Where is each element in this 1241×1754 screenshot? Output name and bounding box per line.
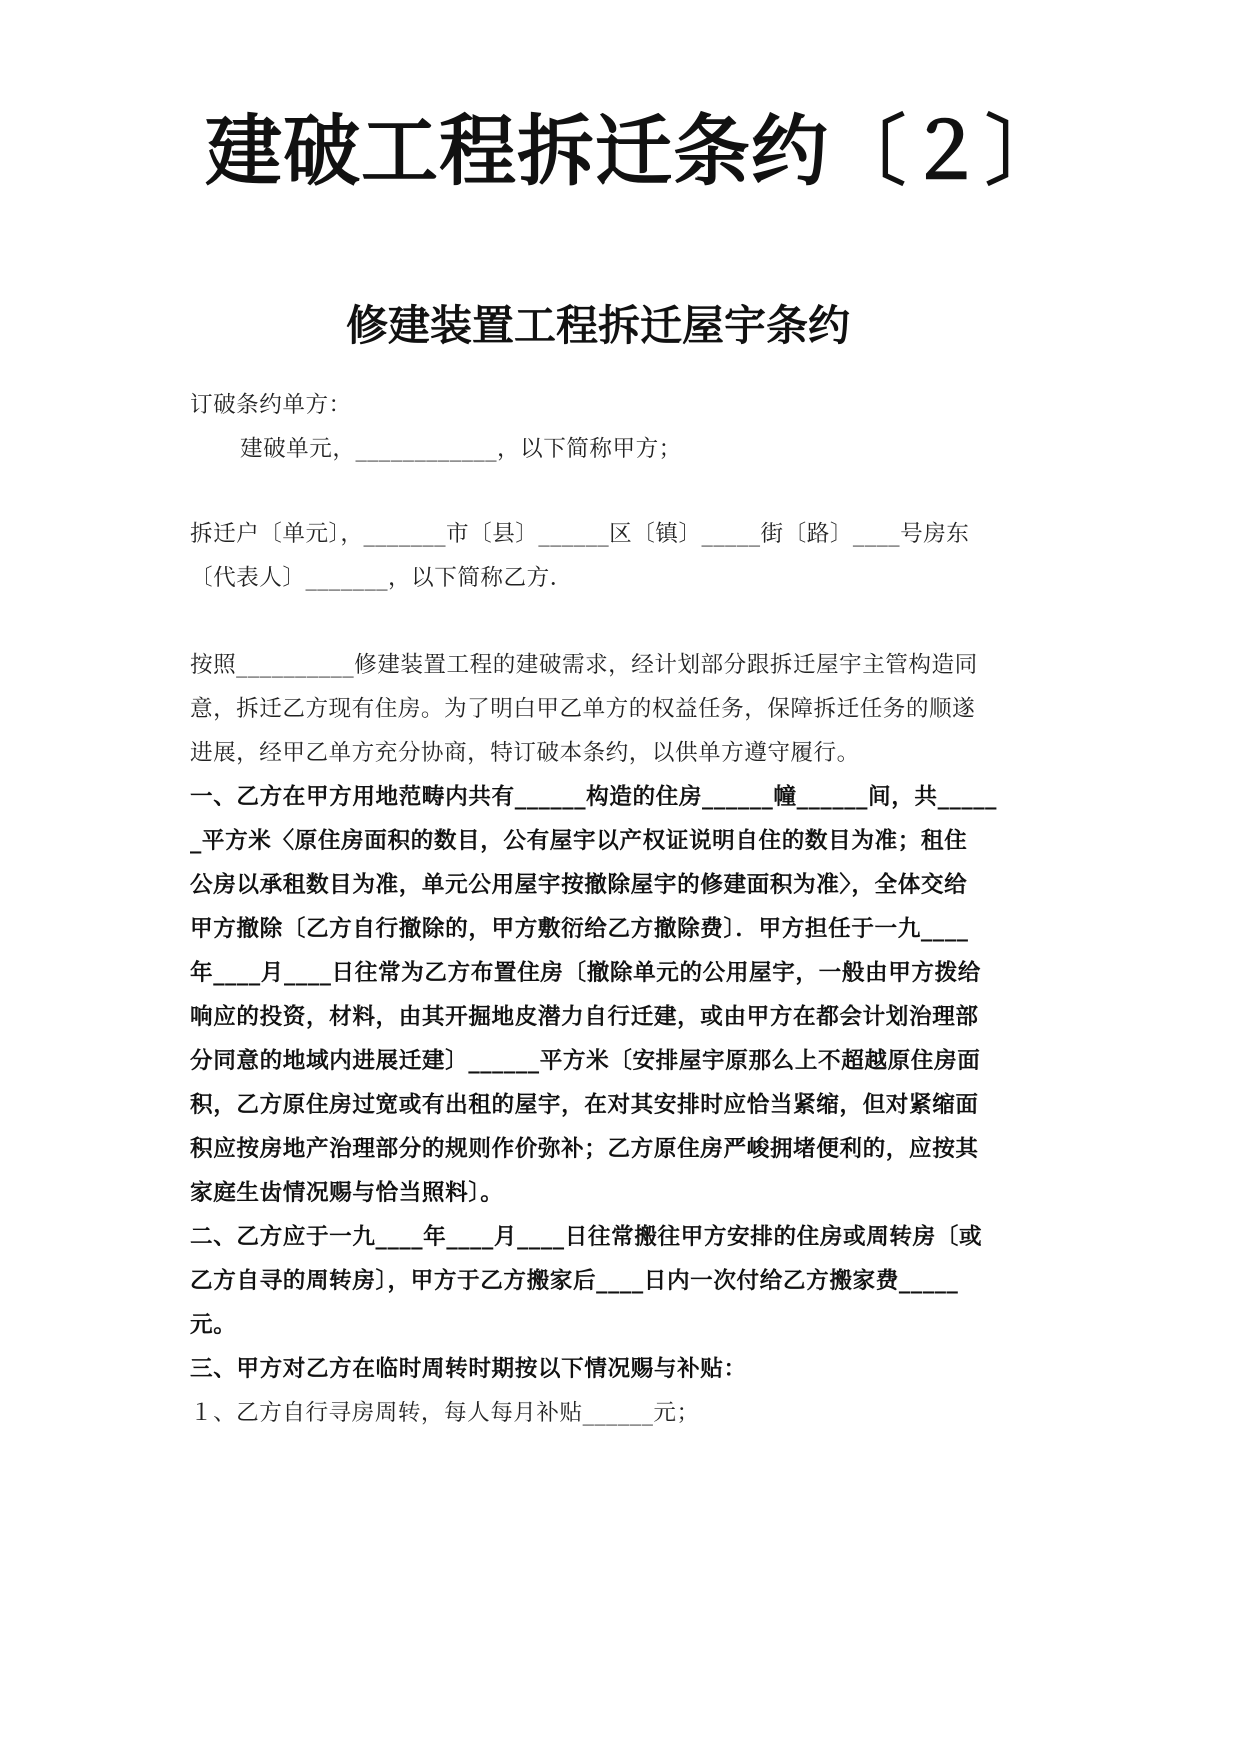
clause-3-heading: 三、甲方对乙方在临时周转时期按以下情况赐与补贴： [190, 1356, 747, 1382]
clause-3-item-1: １、乙方自行寻房周转，每人每月补贴______元； [190, 1400, 700, 1426]
parties-heading: 订破条约单方： [190, 392, 352, 418]
party-b-line-2: 〔代表人〕_______，以下简称乙方． [190, 565, 573, 591]
preamble-line-1: 按照__________修建装置工程的建破需求，经计划部分跟拆迁屋宇主管构造同 [190, 652, 978, 678]
clause-1-line-2: _平方米〈原住房面积的数目，公有屋宇以产权证说明自住的数目为准；租住 [190, 828, 968, 854]
clause-1-line-4: 甲方撤除〔乙方自行撤除的，甲方敷衍给乙方撤除费〕．甲方担任于一九____ [190, 916, 969, 942]
clause-1-line-8: 积，乙方原住房过宽或有出租的屋宇，在对其安排时应恰当紧缩，但对紧缩面 [190, 1092, 979, 1118]
party-a-line: 建破单元，____________，以下简称甲方； [240, 436, 682, 462]
party-b-line-1: 拆迁户〔单元〕，_______市〔县〕______区〔镇〕_____街〔路〕____号房东 [190, 521, 970, 547]
preamble-line-2: 意，拆迁乙方现有住房。为了明白甲乙单方的权益任务，保障拆迁任务的顺遂 [190, 696, 976, 722]
document-subtitle: 修建装置工程拆迁屋宇条约 [346, 301, 851, 350]
clause-1-line-1: 一、乙方在甲方用地范畴内共有______构造的住房______幢______间，共_____ [190, 784, 998, 810]
clause-1-line-3: 公房以承租数目为准，单元公用屋宇按撤除屋宇的修建面积为准〉，全体交给 [190, 872, 968, 898]
clause-1-line-7: 分同意的地域内进展迁建〕______平方米〔安排屋宇原那么上不超越原住房面 [190, 1048, 981, 1074]
clause-2-line-3: 元。 [190, 1312, 237, 1338]
clause-1-line-6: 响应的投资，材料，由其开掘地皮潜力自行迁建，或由甲方在都会计划治理部 [190, 1004, 979, 1030]
clause-1-line-9: 积应按房地产治理部分的规则作价弥补；乙方原住房严峻拥堵便利的，应按其 [190, 1136, 979, 1162]
clause-2-line-1: 二、乙方应于一九____年____月____日往常搬往甲方安排的住房或周转房〔或 [190, 1224, 983, 1250]
clause-1-line-10: 家庭生齿情况赐与恰当照料〕。 [190, 1180, 504, 1206]
clause-1-line-5: 年____月____日往常为乙方布置住房〔撤除单元的公用屋宇，一般由甲方拨给 [190, 960, 981, 986]
clause-2-line-2: 乙方自寻的周转房〕，甲方于乙方搬家后____日内一次付给乙方搬家费_____ [190, 1268, 959, 1294]
preamble-line-3: 进展，经甲乙单方充分协商，特订破本条约，以供单方遵守履行。 [190, 740, 860, 766]
document-title: 建破工程拆迁条约〔２〕 [205, 108, 1063, 197]
